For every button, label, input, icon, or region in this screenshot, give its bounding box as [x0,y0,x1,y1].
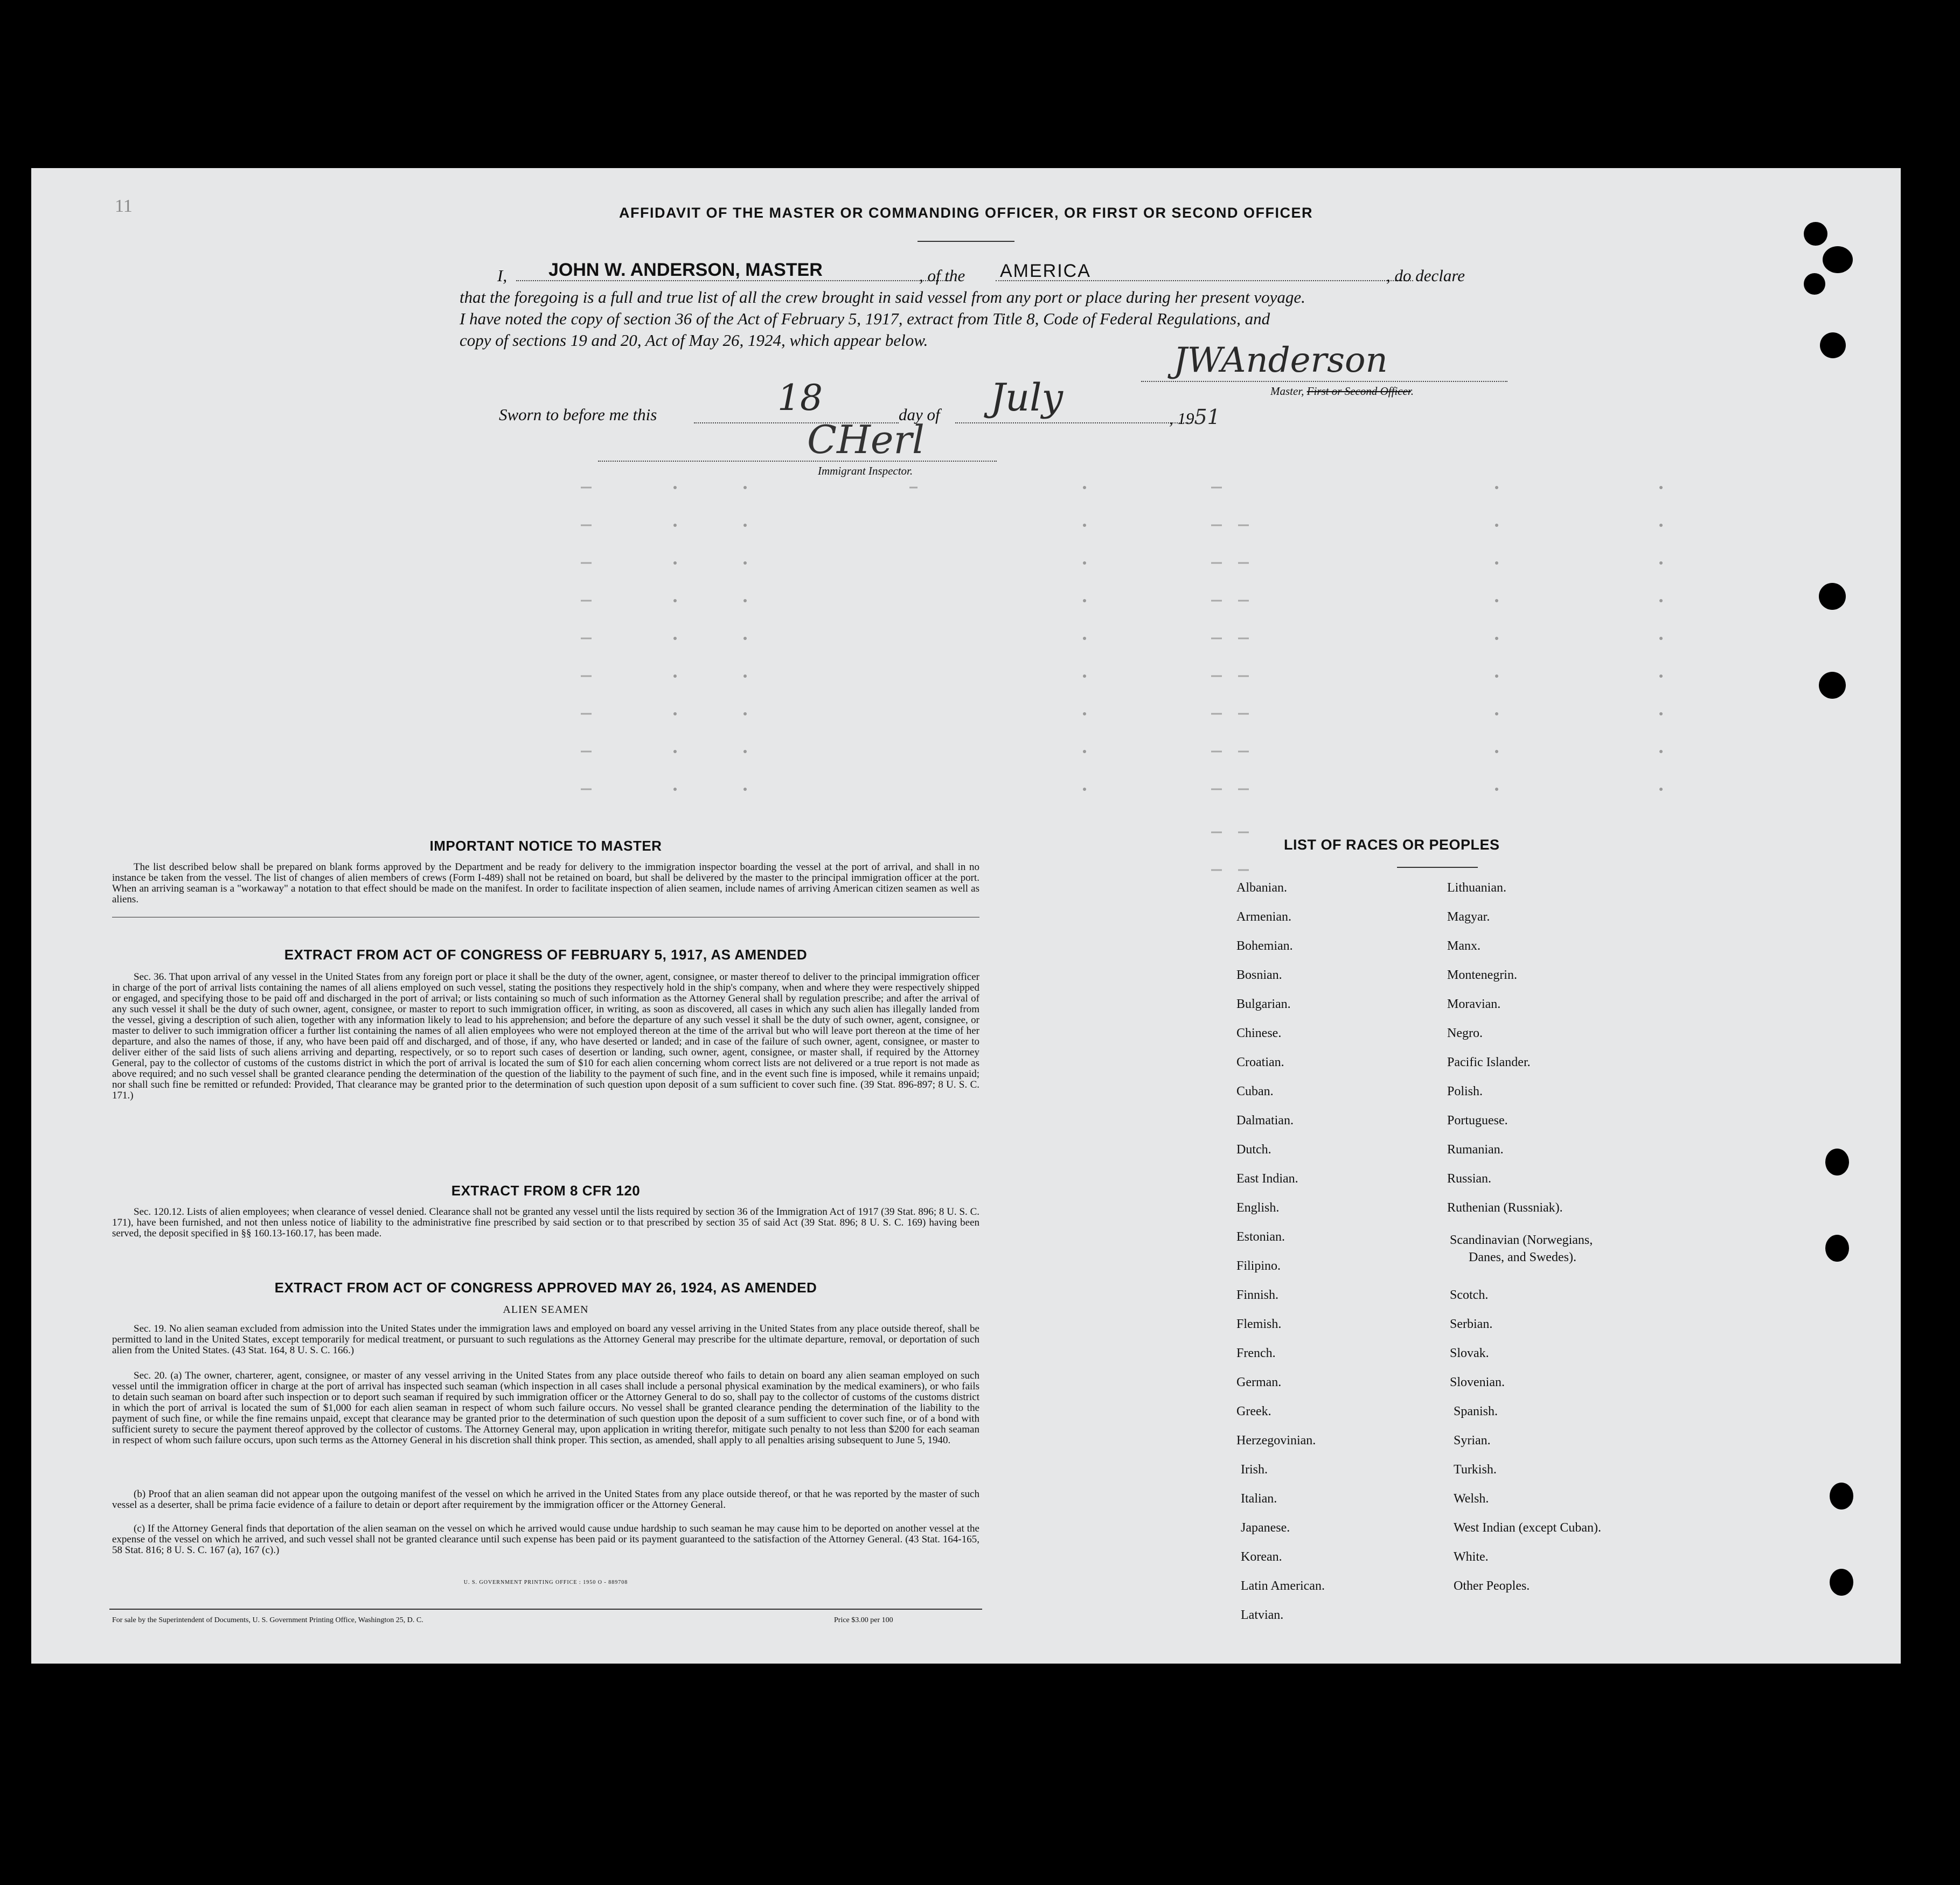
extract-1917-heading: EXTRACT FROM ACT OF CONGRESS OF FEBRUARY 5, 1917, AS AMENDED [284,947,808,963]
race-left: Korean. [1241,1550,1282,1564]
sec19-text: Sec. 19. No alien seaman excluded from admission into the United States under the immigration laws and employed on board any vessel arriving in the United States from any place outside thereof, shall be permitted to land in the United States, except temporarily for medical treatment, or pursuant to such regulations as the Attorney General may prescribe for the ultimate departure, removal, or deportation of such alien from the United States. (43 Stat. 164, 8 U. S. C. 166.) [112,1323,979,1356]
race-right: Magyar. [1447,910,1490,924]
race-right: Danes, and Swedes). [1469,1250,1576,1264]
race-left: Estonian. [1236,1230,1285,1244]
do-declare-label: , do declare [1386,266,1465,285]
race-right: Welsh. [1454,1492,1489,1506]
race-right: Portuguese. [1447,1114,1508,1128]
declaration-prefix: I, [497,266,508,285]
vessel-name: AMERICA [1000,261,1091,281]
race-left: Chinese. [1236,1026,1282,1040]
punch-hole [1820,332,1846,358]
corner-mark: 11 [115,196,133,216]
race-right: Rumanian. [1447,1143,1504,1157]
races-heading: LIST OF RACES OR PEOPLES [1284,837,1500,853]
signature-line [1141,381,1507,382]
race-right: Montenegrin. [1447,968,1517,982]
punch-hole [1825,1235,1849,1262]
sworn-day: 18 [777,377,823,419]
printer-line: U. S. GOVERNMENT PRINTING OFFICE : 1950 O - 889708 [463,1580,628,1585]
race-right: Moravian. [1447,997,1501,1011]
race-right: Lithuanian. [1447,881,1506,895]
master-name: JOHN W. ANDERSON, MASTER [548,260,823,280]
inspector-caption: Immigrant Inspector. [818,464,913,477]
caption-master: Master, [1270,385,1307,398]
race-left: Latin American. [1241,1579,1325,1593]
race-right: Other Peoples. [1454,1579,1530,1593]
race-left: Herzegovinian. [1236,1434,1316,1448]
declaration-line-2: that the foregoing is a full and true list of all the crew brought in said vessel from any port or place during her present voyage. [460,288,1305,307]
race-right: Manx. [1447,939,1481,953]
race-right: Scandinavian (Norwegians, [1450,1233,1593,1247]
race-right: Slovenian. [1450,1375,1505,1389]
race-left: Italian. [1241,1492,1277,1506]
race-left: Bohemian. [1236,939,1293,953]
race-left: Filipino. [1236,1259,1281,1273]
punch-hole [1825,1149,1849,1175]
race-left: German. [1236,1375,1282,1389]
race-left: Albanian. [1236,881,1287,895]
caption-struck: First or Second Officer [1306,385,1411,398]
extract-cfr-text: Sec. 120.12. Lists of alien employees; when clearance of vessel denied. Clearance shall not be granted any vessel until the lists required by section 36 of the Immigration Act of 1917 (39 Stat. 896; 8 U. S. C. 171), have been furnished, and not then unless notice of liability to the administrative fine prescribed by said section or to that prescribed by section 35 of said Act (39 Stat. 896; 8 U. S. C. 169) having been served, the deposit specified in §§ 160.13-160.17, has been made. [112,1206,979,1239]
sec20c-text: (c) If the Attorney General finds that deportation of the alien seaman on the vessel on which he arrived would cause undue hardship to such seaman he may cause him to be deported on another vessel at the expense of the vessel on which he arrived, and such vessel shall not be granted clearance until such expense has been paid or its payment guaranteed to the satisfaction of the Attorney General. (43 Stat. 164-165, 58 Stat. 816; 8 U. S. C. 167 (a), 167 (c).) [112,1523,979,1556]
race-right: Scotch. [1450,1288,1489,1302]
race-left: Bosnian. [1236,968,1282,982]
punch-hole [1830,1569,1853,1596]
race-right: White. [1454,1550,1489,1564]
punch-hole [1819,583,1846,610]
race-left: Latvian. [1241,1608,1284,1622]
race-left: Irish. [1241,1463,1268,1477]
race-right: West Indian (except Cuban). [1454,1521,1601,1535]
footer-left: For sale by the Superintendent of Documents, U. S. Government Printing Office, Washington 25, D. C. [112,1616,423,1624]
extract-1924-heading: EXTRACT FROM ACT OF CONGRESS APPROVED MAY 26, 1924, AS AMENDED [274,1279,817,1296]
caption-suffix: . [1410,385,1414,398]
declaration-line-4: copy of sections 19 and 20, Act of May 26, 1924, which appear below. [460,331,928,350]
sec20a-text: Sec. 20. (a) The owner, charterer, agent, consignee, or master of any vessel arriving in the United States from any place outside thereof who fails to detain on board any alien seaman employed on such vessel until the immigration officer in charge at the port of arrival has inspected such seaman (which inspection in all cases shall include a personal physical examination by the medical examiners), or who fails to detain such seaman on board after such inspection or to deport such seaman if required by such immigration officer or the Attorney General to do so, shall pay to the collector of customs of the customs district in which the port of arrival is located the sum of $1,000 for each alien seaman in respect of whom such failure occurs. No vessel shall be granted clearance pending the determination of the liability to the payment of such fine, or while the fine remains unpaid, except that clearance may be granted prior to the determination of such question upon the deposit of a sum sufficient to cover such fine, or of a bond with sufficient surety to secure the payment thereof approved by the collector of customs. The Attorney General may, upon application in writing therefor, mitigate such penalty to not less than $200 for each seaman in respect of whom such failure occurs, upon such terms as the Attorney General in his discretion shall think proper. This section, as amended, shall apply to all penalties arising subsequent to June 5, 1940. [112,1370,979,1446]
race-left: Greek. [1236,1404,1271,1418]
punch-hole [1804,273,1825,295]
race-left: French. [1236,1346,1276,1360]
extract-1917-text: Sec. 36. That upon arrival of any vessel in the United States from any foreign port or place it shall be the duty of the owner, agent, consignee, or master thereof to deliver to the principal immigration officer in charge of the port of arrival lists containing the names of all aliens employed on such vessel, stating the positions they respectively hold in the ship's company, when and where they were respectively shipped or engaged, and specifying those to be paid off and discharged in the port of arrival; or lists containing so much of such information as the Attorney General shall by regulation prescribe; and after the arrival of any such vessel it shall be the duty of such owner, agent, consignee, or master to report to such immigration officer, in writing, as soon as discovered, all cases in which any such alien has illegally landed from the vessel, giving a description of such alien, together with any information likely to lead to his apprehension; and before the departure of any such vessel it shall be the duty of such owner, agent, consignee, or master to deliver to such immigration officer a further list containing the names of all alien employees who were not employed thereon at the time of the arrival but who will leave port thereon at the time of her departure, and also the names of those, if any, who have been paid off and discharged, and of those, if any, who have deserted or landed; and in case of the failure of such owner, agent, consignee, or master to deliver either of the said lists of such aliens arriving and departing, respectively, or so to report such cases of desertion or landing, such owner, agent, consignee, or master shall, if required by the Attorney General, pay to the collector of customs of the customs district in which the port of arrival is located the sum of $10 for each alien concerning whom correct lists are not delivered or a true report is not made as above required; and no such vessel shall be granted clearance pending the determination of the question of the liability to the payment of such fine, and in the event such fine is imposed, while it remains unpaid; nor shall such fine be remitted or refunded: Provided, That clearance may be granted prior to the determination of such question upon deposit of a sum sufficient to cover such fine. (39 Stat. 896-897; 8 U. S. C. 171.) [112,971,979,1101]
year-prefix: , 19 [1169,409,1194,428]
race-right: Russian. [1447,1172,1492,1186]
signature-caption [1270,385,1414,398]
races-heading-rule [1397,867,1478,868]
footer-rule [109,1609,982,1610]
race-left: Japanese. [1241,1521,1290,1535]
form-title: AFFIDAVIT OF THE MASTER OR COMMANDING OFFICER, OR FIRST OR SECOND OFFICER [619,205,1313,221]
race-left: Bulgarian. [1236,997,1291,1011]
race-right: Turkish. [1454,1463,1497,1477]
sec20b-text: (b) Proof that an alien seaman did not appear upon the outgoing manifest of the vessel on which he arrived in the United States from any place outside thereof, or that he was reported by the master of such vessel as a deserter, shall be prima facie evidence of a failure to detain or deport after requirement by the immigration officer or the Attorney General. [112,1488,979,1511]
declaration-line-3: I have noted the copy of section 36 of the Act of February 5, 1917, extract from Title 8, Code of Federal Regulations, and [460,309,1270,328]
race-left: Dutch. [1236,1143,1271,1157]
title-rule [918,241,1014,242]
race-left: Flemish. [1236,1317,1282,1331]
of-the-label: , of the [919,266,965,285]
race-left: Armenian. [1236,910,1291,924]
race-right: Syrian. [1454,1434,1491,1448]
day-of-label: day of [899,405,940,424]
race-right: Pacific Islander. [1447,1055,1531,1069]
month-underline [955,422,1192,423]
race-left: Finnish. [1236,1288,1279,1302]
race-right: Serbian. [1450,1317,1493,1331]
inspector-signature: CHerl [807,417,925,462]
race-right: Negro. [1447,1026,1483,1040]
extract-cfr-heading: EXTRACT FROM 8 CFR 120 [451,1183,641,1199]
year-suffix: 51 [1194,405,1220,429]
notice-heading: IMPORTANT NOTICE TO MASTER [429,838,662,854]
master-signature: JWAnderson [1173,340,1388,380]
race-right: Ruthenian (Russniak). [1447,1201,1563,1215]
race-left: East Indian. [1236,1172,1298,1186]
race-right: Slovak. [1450,1346,1489,1360]
document-page [31,168,1901,1664]
race-left: Croatian. [1236,1055,1284,1069]
alien-seamen-subheading: ALIEN SEAMEN [503,1304,589,1316]
race-right: Polish. [1447,1084,1483,1098]
sworn-month: July [990,375,1064,420]
punch-hole [1823,246,1853,273]
footer-right: Price $3.00 per 100 [834,1616,893,1624]
race-left: Dalmatian. [1236,1114,1294,1128]
sworn-label: Sworn to before me this [499,405,657,424]
punch-hole [1819,672,1846,699]
notice-text: The list described below shall be prepared on blank forms approved by the Department and be ready for delivery to the immigration inspector boarding the vessel at the port of arrival, and shall in no instance be taken from the vessel. The list of changes of alien members of crews (Form I-489) shall not be retained on board, but shall be delivered by the master to the principal immigration officer at the port. When an arriving seaman is a "workaway" a notation to that effect should be made on the manifest. In order to facilitate inspection of alien seamen, include names of arriving American citizen seamen as well as aliens. [112,861,979,905]
sworn-year [1169,405,1220,429]
punch-hole [1804,222,1827,246]
race-right: Spanish. [1454,1404,1498,1418]
race-left: English. [1236,1201,1280,1215]
punch-hole [1830,1483,1853,1510]
race-left: Cuban. [1236,1084,1274,1098]
